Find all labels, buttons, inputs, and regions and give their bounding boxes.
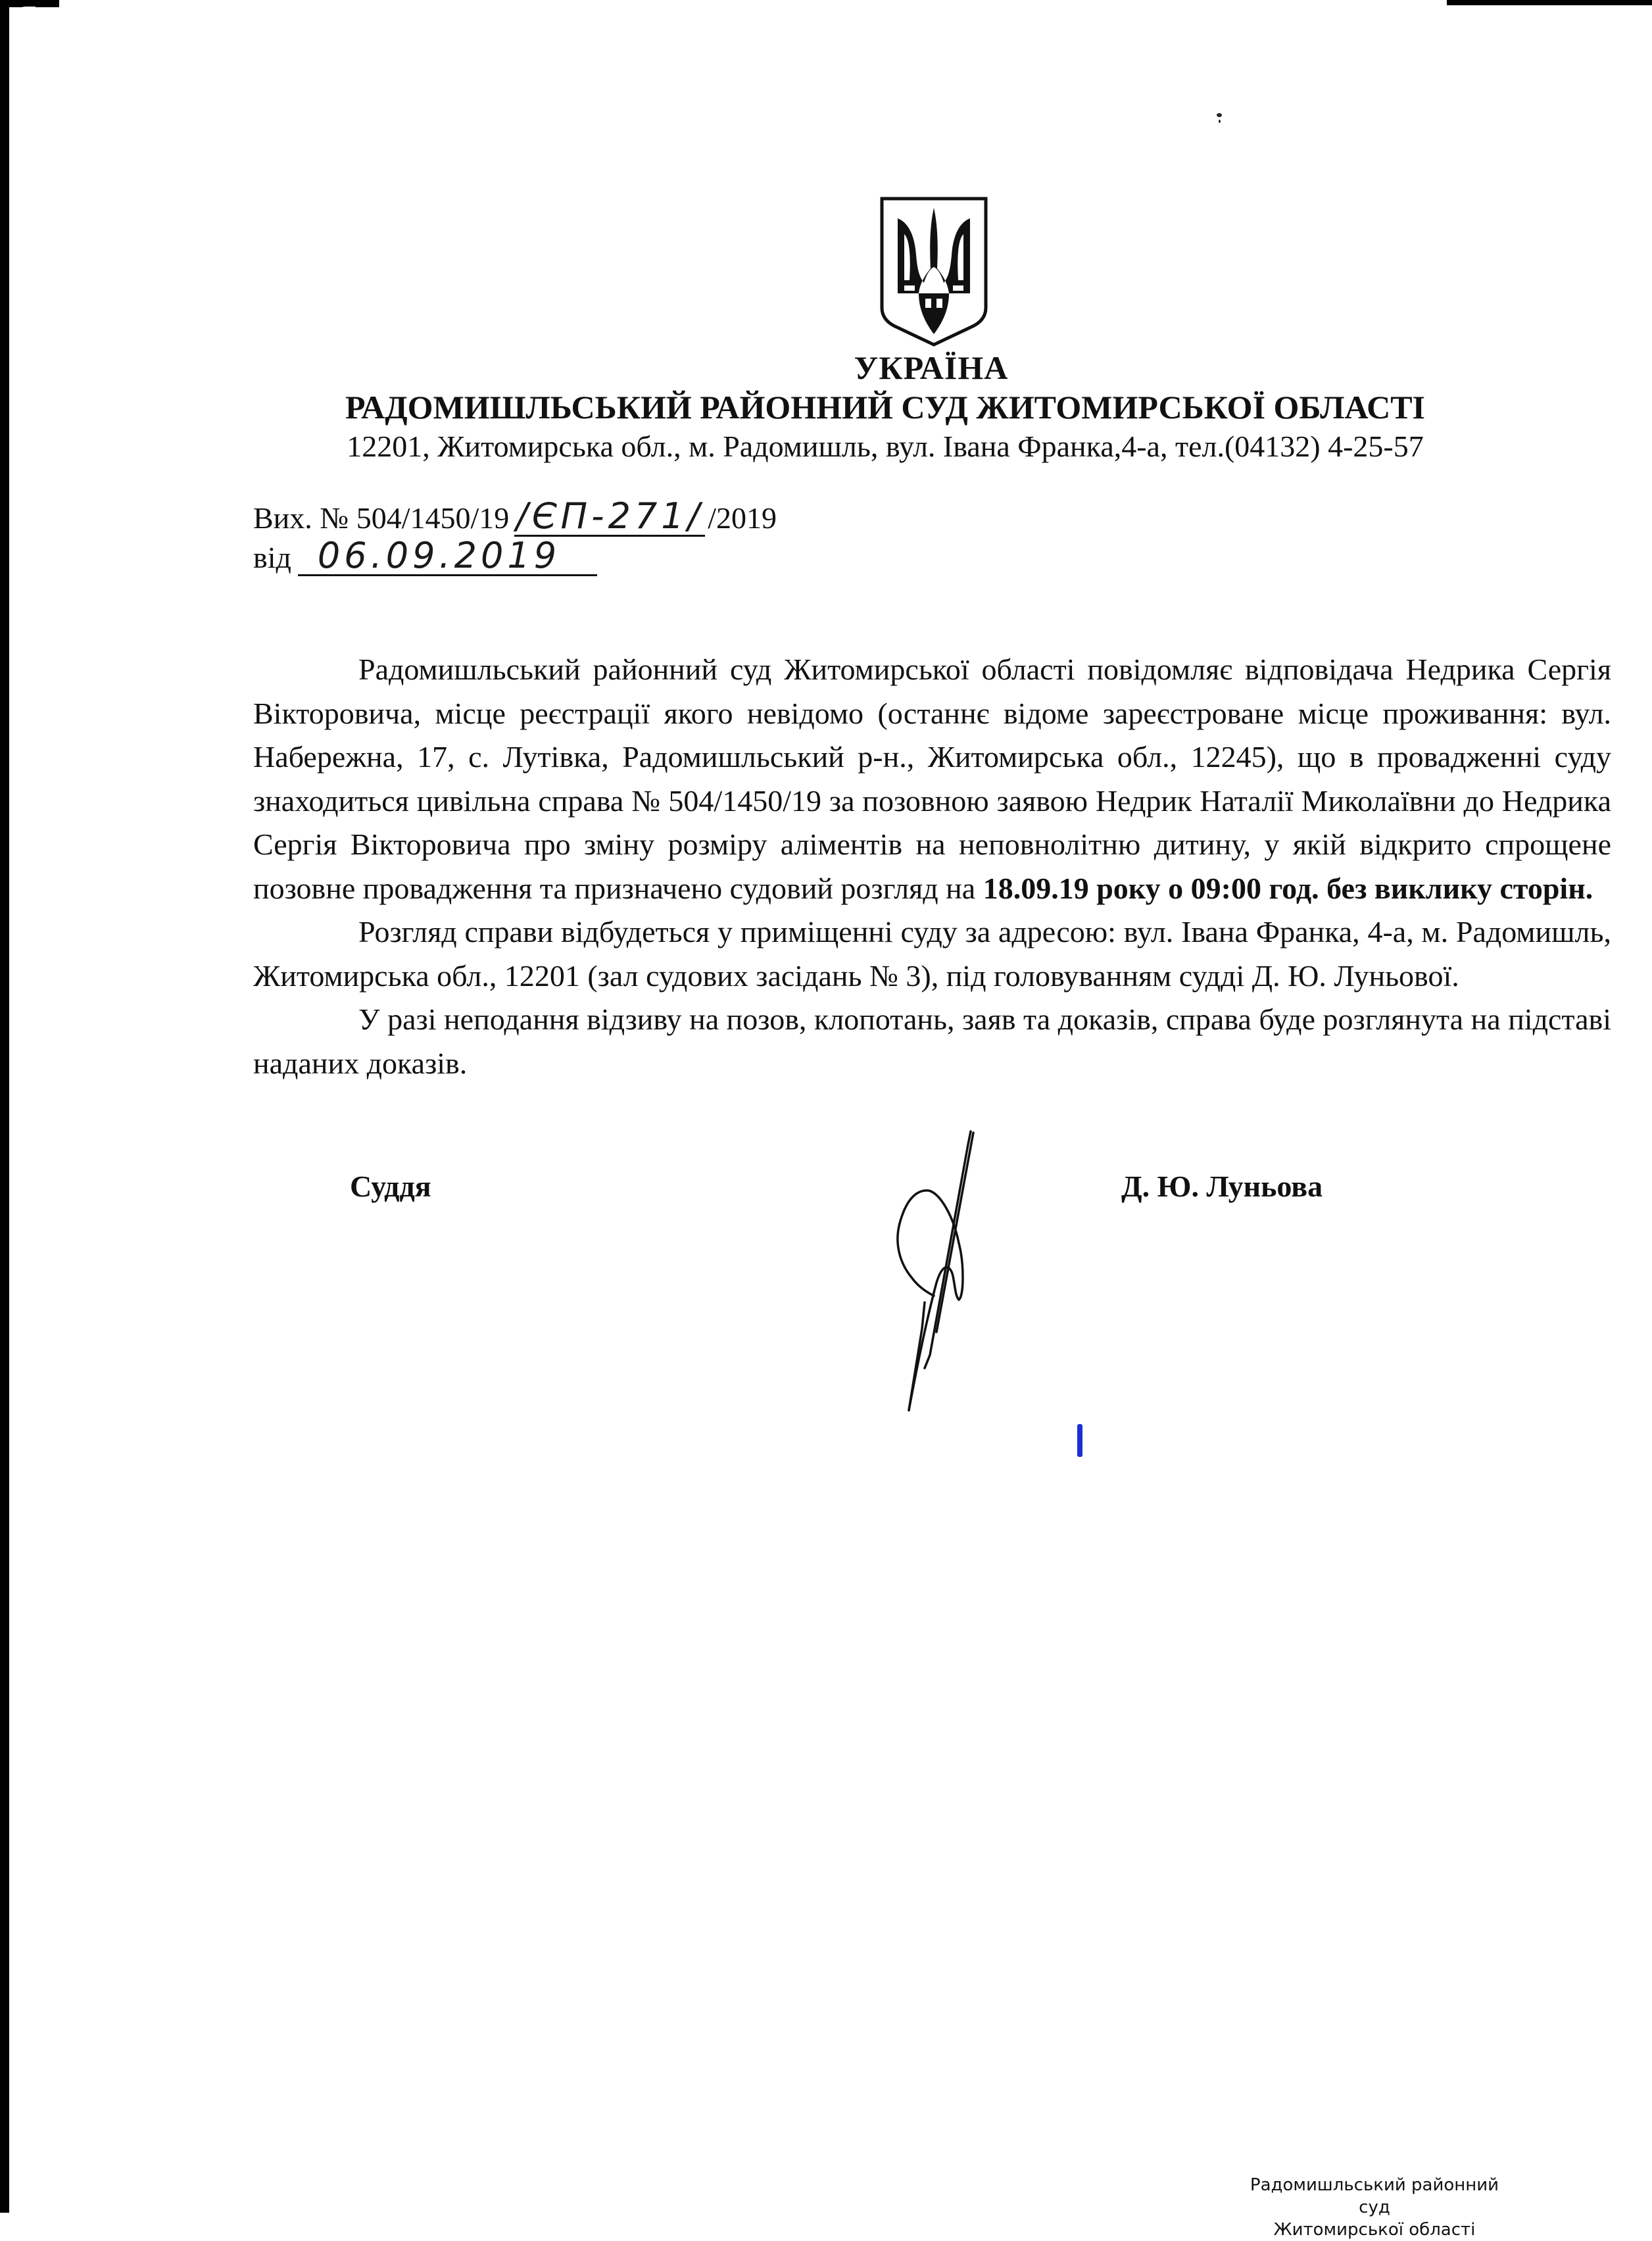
scan-border-top-right bbox=[1447, 0, 1652, 5]
court-stamp bbox=[1236, 2174, 1513, 2241]
blue-ink-mark bbox=[1077, 1424, 1082, 1457]
court-name-heading: РАДОМИШЛЬСЬКИЙ РАЙОННИЙ СУД ЖИТОМИРСЬКОЇ ОБЛАСТІ bbox=[345, 389, 1426, 426]
scan-speck bbox=[1219, 120, 1221, 123]
notice-text: Радомишльський районний суд Житомирської області повідомляє відповідача Недрика Сергія Вікторовича, місце реєстрації якого невідомо (останнє відоме зареєстроване місце проживання: вул. Набережна, 17, с. Лутівка, Радомишльський р-н., Житомирська обл., 12245), що в провадженні суду знаходиться цивільна справа № 504/1450/19 за позовною заявою Недрик Наталії Миколаївни до Недрика Сергія Вікторовича про зміну розміру аліментів на неповнолітню дитину, у якій відкрито спрощене позовне провадження та призначено судовий розгляд на bbox=[253, 653, 1611, 905]
handwritten-signature bbox=[776, 1105, 1026, 1414]
stamp-line-2: Житомирської області bbox=[1273, 2220, 1476, 2240]
notice-paragraph-1 bbox=[253, 648, 1611, 910]
date-field bbox=[298, 535, 597, 576]
reference-code-field bbox=[514, 495, 705, 537]
hearing-date-time: 18.09.19 року о 09:00 год. без виклику сторін. bbox=[983, 871, 1593, 905]
country-heading: УКРАЇНА bbox=[854, 349, 1009, 386]
notice-paragraph-3: У разі неподання відзиву на позов, клопотань, заяв та доказів, справа буде розглянута на підставі наданих доказів. bbox=[253, 1002, 1611, 1080]
judge-label: Суддя bbox=[350, 1170, 431, 1203]
notice-body bbox=[253, 648, 1611, 1085]
date-label: від bbox=[253, 541, 291, 574]
handwritten-date: 06.09.2019 bbox=[317, 535, 561, 576]
notice-paragraph-2: Розгляд справи відбудеться у приміщенні суду за адресою: вул. Івана Франка, 4-а, м. Радомишль, Житомирська обл., 12201 (зал судових засідань № 3), під головуванням судді Д. Ю. Луньової. bbox=[253, 915, 1611, 993]
trident-emblem-icon bbox=[878, 196, 990, 347]
page-corner bbox=[9, 7, 36, 33]
handwritten-reference-code: /ЄП-271/ bbox=[516, 495, 704, 537]
outgoing-reference bbox=[253, 495, 777, 537]
stamp-line-1: Радомишльський районний суд bbox=[1250, 2175, 1499, 2217]
scan-speck bbox=[1217, 113, 1222, 117]
reference-date bbox=[253, 535, 597, 576]
reference-prefix: Вих. № 504/1450/19 bbox=[253, 501, 510, 535]
court-address: 12201, Житомирська обл., м. Радомишль, вул. Івана Франка,4-а, тел.(04132) 4-25-57 bbox=[347, 430, 1424, 463]
scan-border-left bbox=[0, 0, 9, 2213]
judge-name: Д. Ю. Луньова bbox=[1121, 1170, 1323, 1203]
reference-suffix: /2019 bbox=[708, 501, 777, 535]
